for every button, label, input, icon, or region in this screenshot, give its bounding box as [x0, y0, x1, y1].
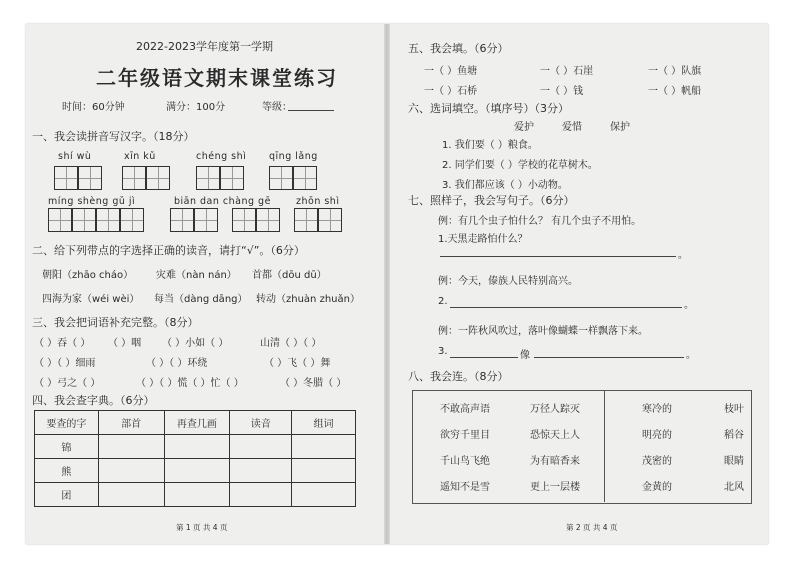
char-box[interactable] — [294, 208, 318, 232]
adjective-item[interactable]: 寒冷的 — [642, 404, 672, 415]
question-3: 3. — [438, 346, 448, 357]
example-sentence: 例：今天，傣族人民特别高兴。 — [438, 276, 578, 287]
period: 。 — [684, 300, 694, 311]
char-box[interactable] — [146, 166, 170, 190]
poem-line[interactable]: 遥知不是雪 — [440, 482, 490, 493]
measure-word-item[interactable]: 一（ ）石桥 — [424, 86, 478, 97]
measure-word-item[interactable]: 一（ ）帆船 — [648, 86, 702, 97]
idiom-blank[interactable]: （ ）弓之（ ） — [34, 378, 101, 389]
table-cell[interactable] — [292, 459, 356, 483]
period: 。 — [678, 250, 688, 261]
left-page — [26, 24, 384, 544]
pinyin-3: chéng shì — [196, 151, 247, 162]
table-cell[interactable] — [98, 483, 164, 507]
char-box[interactable] — [170, 208, 194, 232]
section-3-heading: 三、我会把词语补充完整。（8分） — [32, 316, 199, 329]
table-row — [35, 483, 356, 507]
reading-item[interactable]: 灾难（nàn nán） — [156, 270, 237, 281]
reading-item[interactable]: 朝阳（zhāo cháo） — [42, 270, 134, 281]
table-cell[interactable] — [230, 435, 292, 459]
page-title: 二年级语文期末课堂练习 — [96, 66, 338, 90]
pinyin-2: xīn kǔ — [124, 151, 156, 162]
table-row — [35, 435, 356, 459]
section-1-heading: 一、我会读拼音写汉字。（18分） — [32, 130, 195, 143]
poem-line[interactable]: 不敢高声语 — [440, 404, 490, 415]
idiom-blank[interactable]: （ ）（ ）慌（ ）忙（ ） — [136, 378, 244, 389]
right-page — [390, 24, 768, 544]
fill-item[interactable]: 2. 同学们要（ ）学校的花草树木。 — [442, 160, 598, 171]
poem-line[interactable]: 千山鸟飞绝 — [440, 456, 490, 467]
pinyin-7: zhōn shì — [296, 196, 340, 207]
fill-item[interactable]: 3. 我们都应该（ ）小动物。 — [442, 180, 568, 191]
table-cell[interactable] — [164, 483, 230, 507]
table-cell[interactable] — [292, 483, 356, 507]
score-label: 满分：100分 — [166, 102, 226, 113]
char-box[interactable] — [122, 166, 146, 190]
idiom-blank[interactable]: （ ）（ ）环绕 — [146, 358, 208, 369]
answer-line-3b[interactable] — [534, 357, 684, 358]
noun-item[interactable]: 眼睛 — [724, 456, 744, 467]
table-char: 锦 — [35, 435, 99, 459]
example-sentence: 例：有几个虫子怕什么？ 有几个虫子不用怕。 — [438, 216, 642, 227]
adjective-item[interactable]: 明亮的 — [642, 430, 672, 441]
question-2: 2. — [438, 296, 448, 307]
table-header: 组词 — [292, 411, 356, 435]
word-option: 爱护 — [514, 122, 534, 133]
section-4-heading: 四、我会查字典。（6分） — [32, 394, 155, 407]
measure-word-item[interactable]: 一（ ）鱼塘 — [424, 66, 478, 77]
poem-line[interactable]: 更上一层楼 — [530, 482, 580, 493]
table-char: 团 — [35, 483, 99, 507]
poem-line[interactable]: 恐惊天上人 — [530, 430, 580, 441]
char-box[interactable] — [196, 166, 220, 190]
pinyin-1: shí wù — [58, 151, 92, 162]
answer-line-1[interactable] — [440, 256, 676, 257]
idiom-blank[interactable]: （ ）小如（ ） — [162, 338, 229, 349]
char-box[interactable] — [78, 166, 102, 190]
measure-word-item[interactable]: 一（ ）钱 — [540, 86, 584, 97]
poem-line[interactable]: 万径人踪灭 — [530, 404, 580, 415]
reading-item[interactable]: 四海为家（wéi wèi） — [42, 294, 140, 305]
char-box[interactable] — [54, 166, 78, 190]
adjective-item[interactable]: 金黄的 — [642, 482, 672, 493]
adjective-item[interactable]: 茂密的 — [642, 456, 672, 467]
table-header: 部首 — [98, 411, 164, 435]
reading-item[interactable]: 转动（zhuàn zhuǎn） — [256, 294, 360, 305]
table-cell[interactable] — [98, 459, 164, 483]
char-box[interactable] — [269, 166, 293, 190]
section-5-heading: 五、我会填。（6分） — [408, 42, 509, 55]
char-box[interactable] — [220, 166, 244, 190]
grade-blank[interactable] — [288, 110, 334, 111]
grade-label: 等级： — [262, 102, 292, 113]
table-cell[interactable] — [164, 435, 230, 459]
example-sentence: 例：一阵秋风吹过，落叶像蝴蝶一样飘落下来。 — [438, 326, 648, 337]
pinyin-5: míng shèng gǔ jì — [48, 196, 136, 207]
measure-word-item[interactable]: 一（ ）队旗 — [648, 66, 702, 77]
reading-item[interactable]: 每当（dàng dāng） — [154, 294, 248, 305]
noun-item[interactable]: 稻谷 — [724, 430, 744, 441]
like-word: 像 — [520, 350, 530, 361]
char-box[interactable] — [96, 208, 120, 232]
idiom-blank[interactable]: （ ）（ ）细雨 — [34, 358, 96, 369]
char-box[interactable] — [256, 208, 280, 232]
pinyin-4: qīng lǎng — [269, 151, 318, 162]
table-header: 再查几画 — [164, 411, 230, 435]
char-box[interactable] — [72, 208, 96, 232]
table-cell[interactable] — [98, 435, 164, 459]
pinyin-6: biān dan chàng gē — [174, 196, 271, 207]
section-2-heading: 二、给下列带点的字选择正确的读音，请打“√”。（6分） — [32, 244, 305, 257]
matching-divider — [604, 390, 605, 502]
poem-line[interactable]: 为有暗香来 — [530, 456, 580, 467]
idiom-blank[interactable]: 山清（ ）（ ） — [260, 338, 322, 349]
answer-line-2[interactable] — [450, 307, 682, 308]
section-7-heading: 七、照样子，我会写句子。（6分） — [408, 194, 575, 207]
idiom-blank[interactable]: （ ）咽 — [108, 338, 142, 349]
table-char: 熊 — [35, 459, 99, 483]
dictionary-table — [34, 410, 356, 507]
word-option: 保护 — [610, 122, 630, 133]
char-box[interactable] — [194, 208, 218, 232]
period: 。 — [686, 350, 696, 361]
char-box[interactable] — [120, 208, 144, 232]
table-cell[interactable] — [164, 459, 230, 483]
measure-word-item[interactable]: 一（ ）石崖 — [540, 66, 594, 77]
idiom-blank[interactable]: （ ）飞（ ）舞 — [264, 358, 331, 369]
table-header: 要查的字 — [35, 411, 99, 435]
char-box[interactable] — [48, 208, 72, 232]
section-8-heading: 八、我会连。（8分） — [408, 370, 509, 383]
char-box[interactable] — [232, 208, 256, 232]
answer-line-3a[interactable] — [450, 357, 518, 358]
section-6-heading: 六、选词填空。（填序号）（3分） — [408, 102, 569, 115]
noun-item[interactable]: 枝叶 — [724, 404, 744, 415]
question-1: 1.天黑走路怕什么？ — [438, 234, 528, 245]
table-row — [35, 459, 356, 483]
poem-line[interactable]: 欲穷千里目 — [440, 430, 490, 441]
table-cell[interactable] — [230, 459, 292, 483]
term-label: 2022-2023学年度第一学期 — [136, 40, 273, 53]
idiom-blank[interactable]: （ ）吞（ ） — [34, 338, 91, 349]
fill-item[interactable]: 1. 我们要（ ）粮食。 — [442, 140, 538, 151]
noun-item[interactable]: 北风 — [724, 482, 744, 493]
table-header-row — [35, 411, 356, 435]
char-box[interactable] — [293, 166, 317, 190]
page-footer: 第 2 页 共 4 页 — [566, 523, 618, 532]
time-label: 时间：60分钟 — [62, 102, 125, 113]
idiom-blank[interactable]: （ ）冬腊（ ） — [280, 378, 347, 389]
table-header: 读音 — [230, 411, 292, 435]
table-cell[interactable] — [292, 435, 356, 459]
reading-item[interactable]: 首都（dōu dū） — [252, 270, 327, 281]
char-box[interactable] — [318, 208, 342, 232]
word-option: 爱惜 — [562, 122, 582, 133]
table-cell[interactable] — [230, 483, 292, 507]
page-footer: 第 1 页 共 4 页 — [176, 523, 228, 532]
